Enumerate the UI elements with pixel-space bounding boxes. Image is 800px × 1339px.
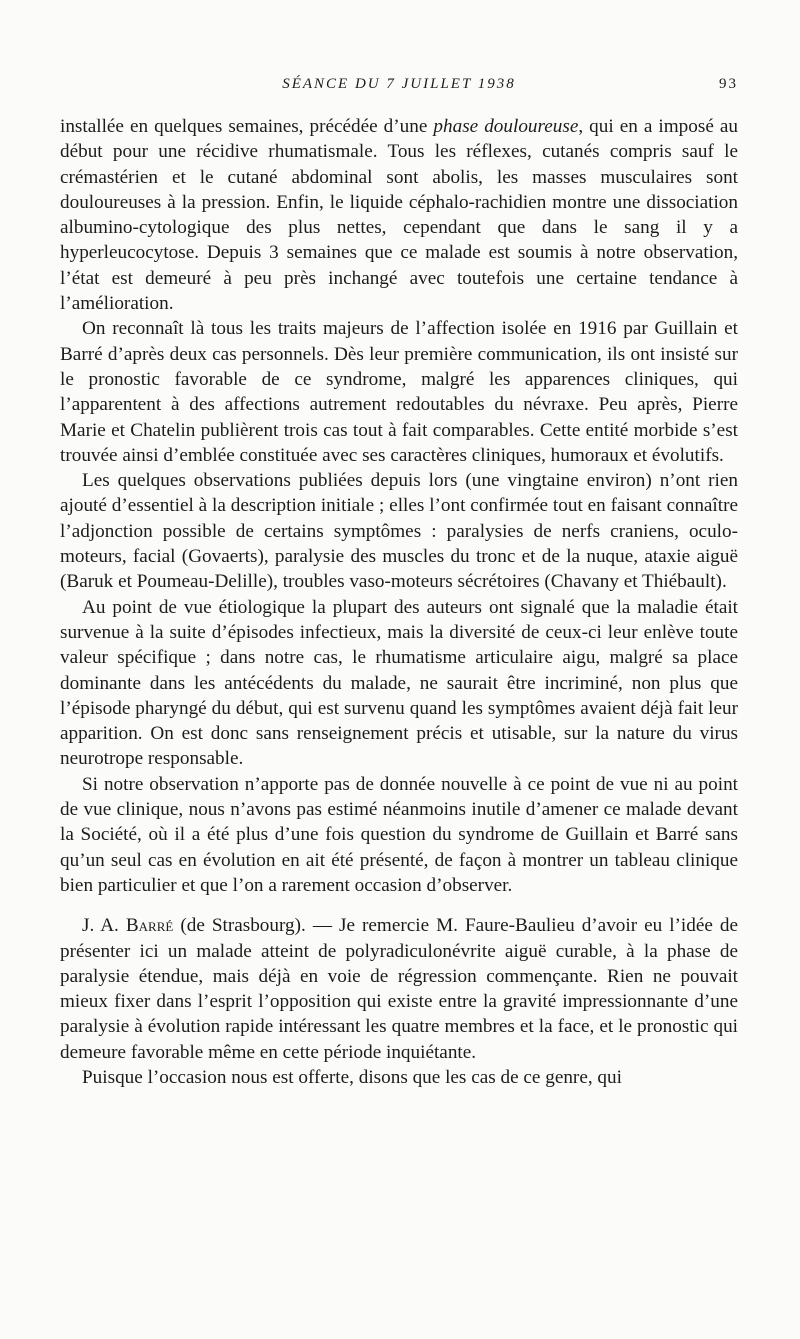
paragraph-1 [60, 114, 738, 316]
paragraph-2: On reconnaît là tous les traits majeurs de l’affection isolée en 1916 par Guillain et Barré d’après deux cas personnels. Dès leur première communication, ils ont insisté sur le pronostic favorable de ce syndrome, malgré les apparences cliniques, qui l’apparentent à des affections autrement redoutables du névraxe. Peu après, Pierre Marie et Chatelin publièrent trois cas tout à fait comparables. Cette entité morbide s’est trouvée ainsi d’emblée constituée avec ses caractères cliniques, humoraux et évolutifs. [60, 318, 738, 466]
speaker-initials: J. A. [82, 915, 126, 937]
paragraph-3: Les quelques observations publiées depuis lors (une vingtaine environ) n’ont rien ajouté d’essentiel à la description initiale ; elles l’ont confirmée tout en faisant connaître l’adjonction possible de certains symptômes : paralysies de nerfs craniens, oculo-moteurs, facial (Govaerts), paralysie des muscles du tronc et de la nuque, ataxie aiguë (Baruk et Poumeau-Delille), troubles vaso-moteurs sécrétoires (Chavany et Thiébault). [60, 470, 738, 593]
paragraph-6-text: (de Strasbourg). — Je remercie M. Faure-Baulieu d’avoir eu l’idée de présenter ici un malade atteint de polyradiculonévrite aiguë curable, à la phase de paralysie étendue, mais déjà en voie de régression commençante. Rien ne pouvait mieux fixer dans l’esprit l’opposition qui existe entre la gravité impressionnante d’une paralysie à évolution rapide intéressant les quatre membres et la face, et le pronostic qui demeure favorable même en cette période inquiétante. [60, 915, 739, 1063]
page-body [60, 114, 738, 1090]
paragraph-4: Au point de vue étiologique la plupart des auteurs ont signalé que la maladie était survenue à la suite d’épisodes infectieux, mais la diversité de ceux-ci leur enlève toute valeur spécifique ; dans notre cas, le rhumatisme articulaire aigu, malgré sa place dominante dans les antécédents du malade, ne saurait être incriminé, non plus que l’épisode pharyngé du début, qui est survenu quand les symptômes avaient déjà fait leur apparition. On est donc sans renseignement précis et utisable, sur la nature du virus neurotrope responsable. [60, 596, 738, 770]
paragraph-1-text: installée en quelques semaines, précédée d’une [60, 116, 434, 137]
paragraph-7: Puisque l’occasion nous est offerte, disons que les cas de ce genre, qui [82, 1066, 622, 1088]
paragraph-6 [60, 913, 738, 1065]
paragraph-1-emphasis: phase douloureuse [433, 116, 579, 137]
running-title: SÉANCE DU 7 JUILLET 1938 [282, 76, 516, 92]
book-page [60, 76, 738, 1090]
speaker-name: Barré [125, 915, 174, 937]
paragraph-1-text-after: , qui en a imposé au début pour une récidive rhumatismale. Tous les réflexes, cutanés compris sauf le crémastérien et le cutané abdominal sont abolis, les masses musculaires sont douloureuses à la pression. Enfin, le liquide céphalo-rachidien montre une dissociation albumino-cytologique des plus nettes, cependant que dans le sang il y a hyperleucocytose. Depuis 3 semaines que ce malade est soumis à notre observation, l’état est demeuré à peu près inchangé avec toutefois une certaine tendance à l’amélioration. [60, 116, 738, 315]
running-head [60, 76, 738, 100]
page-number: 93 [719, 76, 738, 92]
paragraph-5: Si notre observation n’apporte pas de donnée nouvelle à ce point de vue ni au point de vue clinique, nous n’avons pas estimé néanmoins inutile d’amener ce malade devant la Société, où il a été plus d’une fois question du syndrome de Guillain et Barré sans qu’un seul cas en évolution en ait été présenté, de façon à montrer un tableau clinique bien particulier et que l’on a rarement occasion d’observer. [60, 773, 738, 896]
